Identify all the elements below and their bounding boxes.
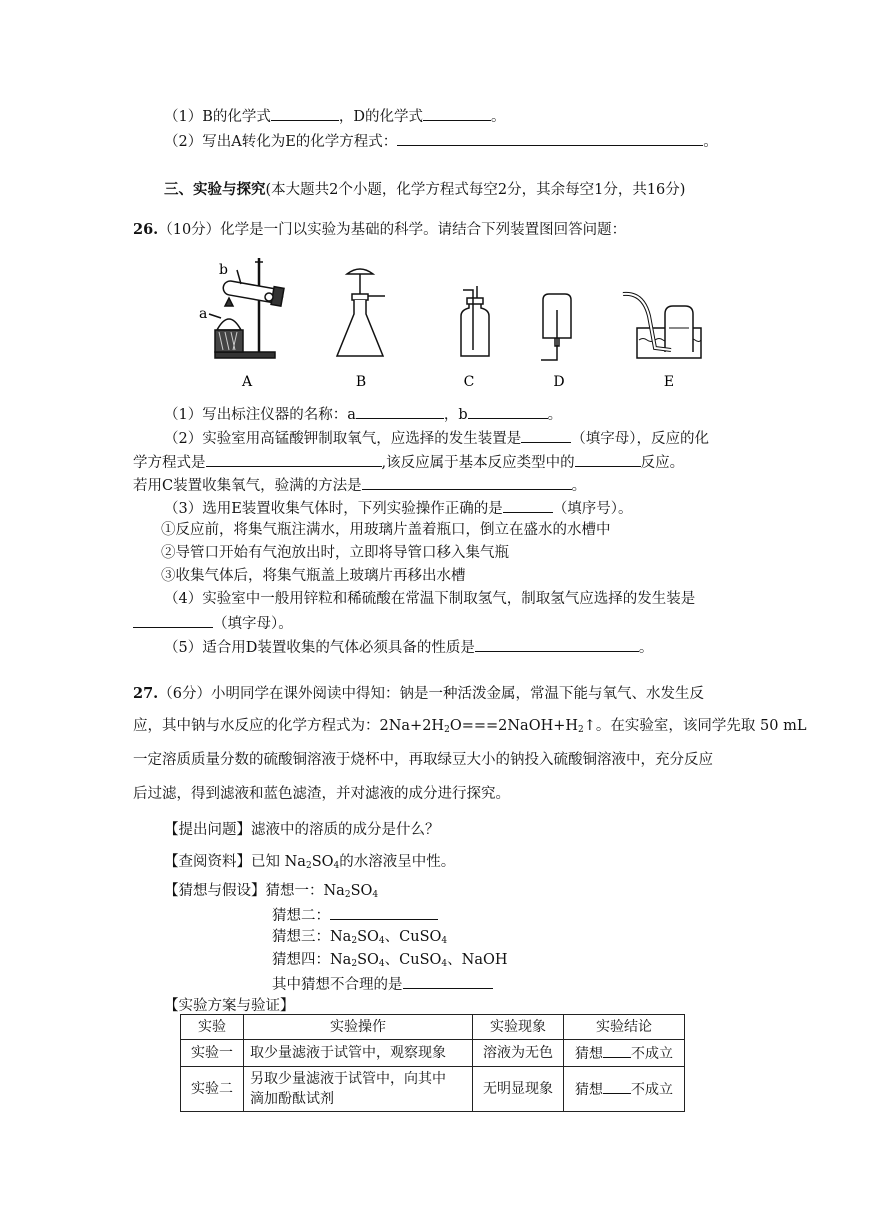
answer-blank[interactable] [362,474,572,490]
apparatus-figure [197,256,707,394]
table-row [181,1040,685,1067]
q26-part1: （1）写出标注仪器的名称：a ，b 。 [164,403,562,425]
header-cell: 实验结论 [564,1015,685,1040]
q27-line4: 后过滤，得到滤液和蓝色滤渣，并对滤液的成分进行探究。 [133,786,510,802]
section-heading: 三、实验与探究(本大题共2个小题，化学方程式每空2分，其余每空1分，共16分) [164,181,686,198]
apparatus-c [461,286,489,356]
q26-part2-end: 若用C装置收集氧气，验满的方法是 。 [133,474,586,496]
answer-blank[interactable] [475,636,639,652]
q26-option-2: ②导管口开始有气泡放出时，立即将导管口移入集气瓶 [161,545,509,561]
label-a: a [199,306,208,322]
q27-plan-title: 【实验方案与验证】 [164,998,295,1014]
answer-blank[interactable] [503,497,553,513]
answer-blank[interactable] [356,403,444,419]
table-cell: 无明显现象 [473,1067,564,1112]
table-cell: 猜想 不成立 [564,1067,685,1112]
q26-part4-cont: （填字母）。 [133,612,293,634]
q27-line1: 27.（6分）小明同学在课外阅读中得知：钠是一种活泼金属，常温下能与氧气、水发生反 [133,685,704,702]
answer-blank[interactable] [330,904,438,920]
label-A: A [241,374,253,390]
answer-blank[interactable] [603,1078,631,1094]
answer-blank[interactable] [397,130,703,146]
q26-option-3: ③收集气体后，将集气瓶盖上玻璃片再移出水槽 [161,568,466,584]
q26-part3: （3）选用E装置收集气体时，下列实验操作正确的是 （填序号）。 [164,497,633,519]
q26-part4: （4）实验室中一般用锌粒和稀硫酸在常温下制取氢气，制取氢气应选择的发生装是 [164,591,696,607]
answer-blank[interactable] [575,451,641,467]
table-cell: 猜想 不成立 [564,1040,685,1067]
pointer-a [209,314,221,318]
answer-blank[interactable] [206,451,382,467]
q27-line2: 应，其中钠与水反应的化学方程式为：$2Na+2H_2O===2NaOH+H_2↑$。在实验室，该同学先取 50 mL [133,718,807,735]
answer-blank[interactable] [423,105,491,121]
label-E: E [663,374,675,390]
q26-option-1: ①反应前，将集气瓶注满水，用玻璃片盖着瓶口，倒立在盛水的水槽中 [161,522,611,538]
flame [225,298,233,306]
q26-part5: （5）适合用D装置收集的气体必须具备的性质是 。 [164,636,653,658]
answer-blank[interactable] [603,1042,631,1058]
q27-hypothesis-4: 猜想四：$Na_2SO_4$、CuSO$_4$、NaOH [272,952,508,969]
header-cell: 实验现象 [473,1015,564,1040]
table-cell: 实验一 [181,1040,244,1067]
lamp-top [217,319,241,330]
answer-blank[interactable] [468,403,548,419]
table-cell: 溶液为无色 [473,1040,564,1067]
q27-hypothesis-1: 【猜想与假设】猜想一：$Na_2SO_4$ [164,883,379,900]
q26-intro: 26.（10分）化学是一门以实验为基础的科学。请结合下列装置图回答问题： [133,221,627,238]
label-C: C [463,374,475,390]
q26-part2: （2）实验室用高锰酸钾制取氧气，应选择的发生装置是 （填字母），反应的化 [164,427,709,449]
label-D: D [553,374,565,390]
answer-blank[interactable] [133,612,213,628]
q27-hypothesis-2: 猜想二： [272,904,438,926]
q25-part1: （1）B的化学式 ，D的化学式 。 [164,105,506,127]
table-cell: 另取少量滤液于试管中，向其中 滴加酚酞试剂 [244,1067,473,1112]
answer-blank[interactable] [403,973,493,989]
q25-part2: （2）写出A转化为E的化学方程式： 。 [164,130,718,152]
q27-unreasonable: 其中猜想不合理的是 [272,973,493,995]
header-cell: 实验 [181,1015,244,1040]
stand-base [215,352,275,358]
apparatus-b [337,269,385,356]
experiment-table [180,1014,685,1112]
q27-line3: 一定溶质质量分数的硫酸铜溶液于烧杯中，再取绿豆大小的钠投入硫酸铜溶液中，充分反应 [133,752,713,768]
answer-blank[interactable] [271,105,339,121]
q27-reference: 【查阅资料】已知 $Na_2SO_4$的水溶液呈中性。 [164,854,456,871]
q27-question: 【提出问题】滤液中的溶质的成分是什么？ [164,822,440,838]
q27-hypothesis-3: 猜想三：$Na_2SO_4$、CuSO$_4$ [272,929,448,946]
label-b: b [219,262,228,278]
answer-blank[interactable] [521,427,571,443]
table-cell: 取少量滤液于试管中，观察现象 [244,1040,473,1067]
table-row [181,1067,685,1112]
table-cell: 实验二 [181,1067,244,1112]
apparatus-d [541,294,571,360]
label-B: B [355,374,367,390]
header-cell: 实验操作 [244,1015,473,1040]
q26-part2-cont: 学方程式是 ,该反应属于基本反应类型中的 反应。 [133,451,684,473]
table-header-row [181,1015,685,1040]
apparatus-e [623,294,701,358]
clamp [265,293,273,301]
